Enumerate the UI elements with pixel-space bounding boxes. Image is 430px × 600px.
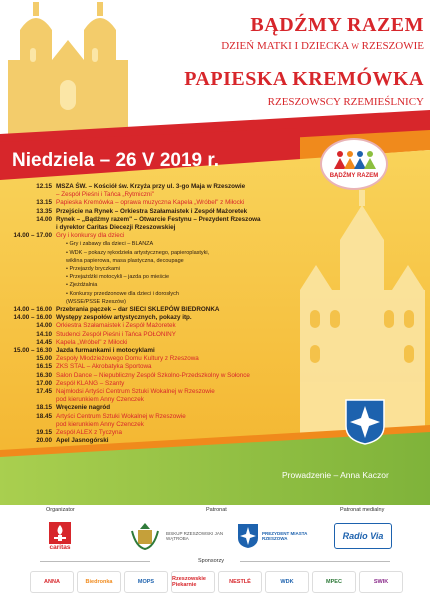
caritas-text: caritas — [49, 543, 71, 551]
schedule-text: Przejście na Rynek – Orkiestra Szałamaistek i Zespół Mażoretek — [56, 207, 248, 215]
schedule-text: Przebrania pączek – dar SIECI SKLEPÓW BIEDRONKA — [56, 306, 220, 313]
event-date: Niedziela – 26 V 2019 r. — [12, 150, 220, 171]
schedule-text: Artyści Centrum Sztuki Wokalnej w Rzeszowie — [56, 412, 186, 420]
schedule-text: • Przejazdy bryczkami — [66, 266, 120, 272]
caritas-flame-icon — [49, 522, 71, 544]
schedule-text: • Gry i zabawy dla dzieci – BLANZA — [66, 241, 154, 248]
schedule-text: Kapela „Wróbel" z Miłocki — [56, 338, 128, 346]
schedule-time: 17.45 — [36, 388, 52, 395]
schedule-text: Najmłodsi Artyści Centrum Sztuki Wokalnej w Rzeszowie — [56, 388, 215, 395]
schedule-time: 14.00 – 16.00 — [13, 306, 52, 313]
schedule-time: 14.10 — [36, 330, 52, 338]
schedule-text: i dyrektor Caritas Diecezji Rzeszowskiej — [56, 224, 176, 231]
schedule-time: 20.00 — [36, 437, 52, 445]
schedule-time: 14.45 — [36, 338, 52, 346]
schedule-text: ZKS STAL – Akrobatyka Sportowa — [56, 363, 152, 371]
title-badzmy-razem: BĄDŹMY RAZEM — [250, 14, 424, 36]
schedule-time: 14.00 – 17.00 — [13, 232, 52, 240]
sponsor-logo: NESTLÉ — [218, 571, 262, 593]
schedule-text: wiklina papierowa, masa plastyczna, decoupage — [66, 257, 184, 264]
schedule-text: Salon Dance – Niepubliczny Zespół Szkolno-Przedszkolny w Sołonce — [56, 371, 250, 379]
badge-label: BĄDŹMY RAZEM — [329, 173, 379, 179]
city-crest — [236, 521, 260, 551]
schedule-text: Występy zespołów artystycznych, pokazy itp. — [56, 314, 192, 322]
sponsors-label: Sponsorzy — [198, 558, 224, 564]
church-illustration — [8, 2, 128, 145]
sponsor-logo: ANNA — [30, 571, 74, 593]
schedule-text: Papieska Kremówka – oprawa muzyczna Kapela „Wróbel" z Miłocki — [56, 199, 245, 207]
schedule-text: Apel Jasnogórski — [56, 437, 109, 445]
sponsor-logo: WDK — [265, 571, 309, 593]
schedule-text: Studenci Zespół Pieśni i Tańca POŁONINY — [56, 330, 176, 338]
schedule-time: 15.00 – 16.30 — [13, 347, 52, 354]
schedule-text: Jazda furmankami i motocyklami — [56, 347, 155, 354]
rzeszow-coat-of-arms — [344, 398, 386, 446]
sponsor-logo: Rzeszowskie Piekarnie — [171, 571, 215, 593]
radio-via-logo: Radio Via — [334, 523, 392, 549]
schedule-text: MSZA ŚW. – Kościół św. Krzyża przy ul. 3-go Maja w Rzeszowie — [56, 183, 246, 190]
host-credit: Prowadzenie – Anna Kaczor — [282, 470, 389, 480]
schedule-text: Gry i konkursy dla dzieci — [56, 232, 125, 240]
schedule-text: • Konkursy przedzonowe dla dzieci i dorosłych — [66, 290, 179, 297]
patronage-label: Patronat — [206, 507, 227, 513]
bishop-crest — [128, 521, 162, 551]
bishop-coat-icon — [130, 521, 160, 551]
schedule-text: • Zjeżdżalnia — [66, 282, 98, 289]
schedule-time: 13.15 — [36, 199, 52, 207]
subtitle-rzemieslnicy: RZESZOWSCY RZEMIEŚLNICY — [267, 96, 424, 108]
footer-partners — [0, 505, 430, 600]
schedule-time: 14.00 — [36, 322, 52, 330]
schedule-time: 16.15 — [36, 363, 52, 371]
schedule-text: Wręczenie nagród — [56, 404, 111, 412]
sponsor-logo: SWIK — [359, 571, 403, 593]
president-text: PREZYDENT MIASTA RZESZOWA — [262, 531, 308, 541]
schedule-text: (WSSE/PSSE Rzeszów) — [66, 298, 126, 305]
title-papieska-kremowka: PAPIESKA KREMÓWKA — [184, 68, 424, 90]
subtitle-dzien-matki: DZIEŃ MATKI I DZIECKA w RZESZOWIE — [221, 40, 424, 52]
sponsors-divider-left — [40, 561, 150, 562]
city-coat-icon — [237, 523, 259, 549]
schedule-text: pod kierunkiem Anny Czenczek — [56, 396, 144, 404]
schedule-text: Rynek – „Bądźmy razem" – Otwarcie Festynu – Prezydent Rzeszowa — [56, 215, 261, 223]
media-patronage-label: Patronat medialny — [340, 507, 385, 513]
organizer-label: Organizator — [46, 507, 75, 513]
badzmy-razem-logo — [320, 138, 388, 190]
sponsors-divider-right — [240, 561, 390, 562]
schedule-text: – Zespół Pieśni i Tańca „Rytmiczni" — [56, 191, 155, 199]
sponsor-logo: Biedronka — [77, 571, 121, 593]
caritas-logo — [40, 519, 80, 553]
bishop-text: BISKUP RZESZOWSKI JAN WĄTROBA — [166, 531, 224, 541]
schedule-text: Zespół KLANG – Szanty — [56, 379, 125, 387]
schedule-text: Orkiestra Szałamaistek i Zespół Mażoretek — [56, 322, 176, 330]
schedule-time: 18.45 — [36, 412, 52, 420]
schedule-time: 16.30 — [36, 371, 52, 379]
schedule-time: 15.00 — [36, 355, 52, 363]
schedule-text: • Przejażdżki motocykli – jazda po mieście — [66, 274, 170, 281]
schedule-time: 17.00 — [36, 379, 52, 387]
children-figures-icon — [332, 149, 376, 171]
schedule-time: 13.35 — [36, 207, 52, 215]
schedule-text: Zespoły Młodzieżowego Domu Kultury z Rzeszowa — [56, 355, 199, 363]
sponsor-logo: MPEC — [312, 571, 356, 593]
schedule-time: 19.15 — [36, 429, 52, 436]
schedule-time: 12.15 — [36, 183, 52, 190]
schedule-text: • WDK – pokazy rękodzieła artystycznego, papieroplastyki, — [66, 249, 210, 256]
schedule-text: Zespół ALEX z Tyczyna — [56, 429, 123, 436]
schedule-time: 14.00 – 16.00 — [13, 314, 52, 322]
schedule-text: pod kierunkiem Anny Czenczek — [56, 420, 144, 428]
sponsor-logo: MOPS — [124, 571, 168, 593]
schedule-time: 14.00 — [36, 215, 52, 223]
schedule-time: 18.15 — [36, 404, 52, 412]
